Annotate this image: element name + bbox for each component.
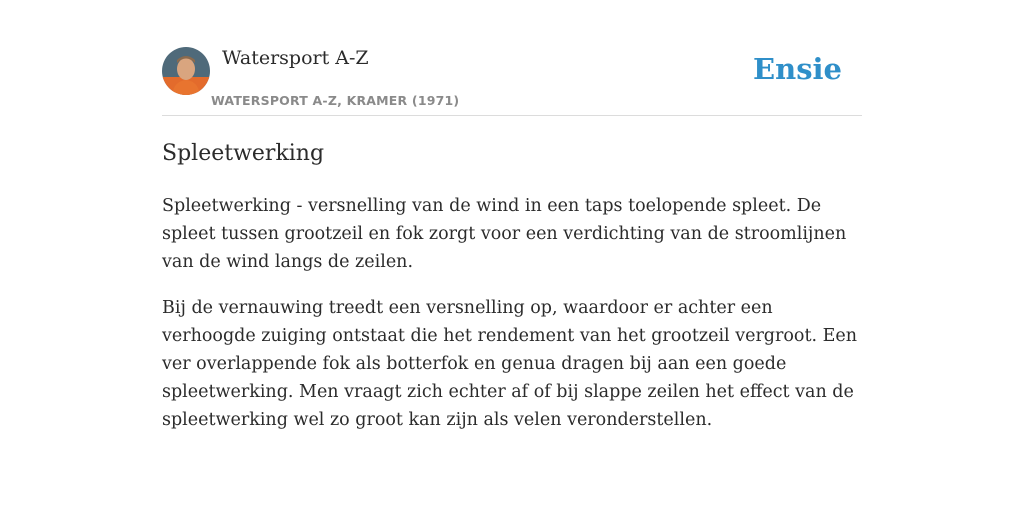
brand-logo[interactable]: Ensie <box>753 52 842 86</box>
author-avatar[interactable] <box>162 47 210 95</box>
source-reference[interactable]: WATERSPORT A-Z, KRAMER (1971) <box>211 93 460 108</box>
article-title: Spleetwerking <box>162 141 325 166</box>
article-paragraph: Spleetwerking - versnelling van de wind in een taps toelopende spleet. De spleet tussen grootzeil en fok zorgt voor een verdichting van de stroomlijnen van de wind langs de zeilen. <box>162 196 847 272</box>
author-name[interactable]: Watersport A-Z <box>222 47 369 69</box>
header <box>162 45 862 116</box>
article-body <box>162 192 867 452</box>
article-paragraph: Bij de vernauwing treedt een versnelling op, waardoor er achter een verhoogde zuiging ontstaat die het rendement van het grootzeil vergroot. Een ver overlappende fok als botterfok en genua dragen bij aan een goede spleetwerking. Men vraagt zich echter af of bij slappe zeilen het effect van de spleetwerking wel zo groot kan zijn als velen veronderstellen. <box>162 298 858 430</box>
avatar-photo-icon <box>162 47 210 95</box>
